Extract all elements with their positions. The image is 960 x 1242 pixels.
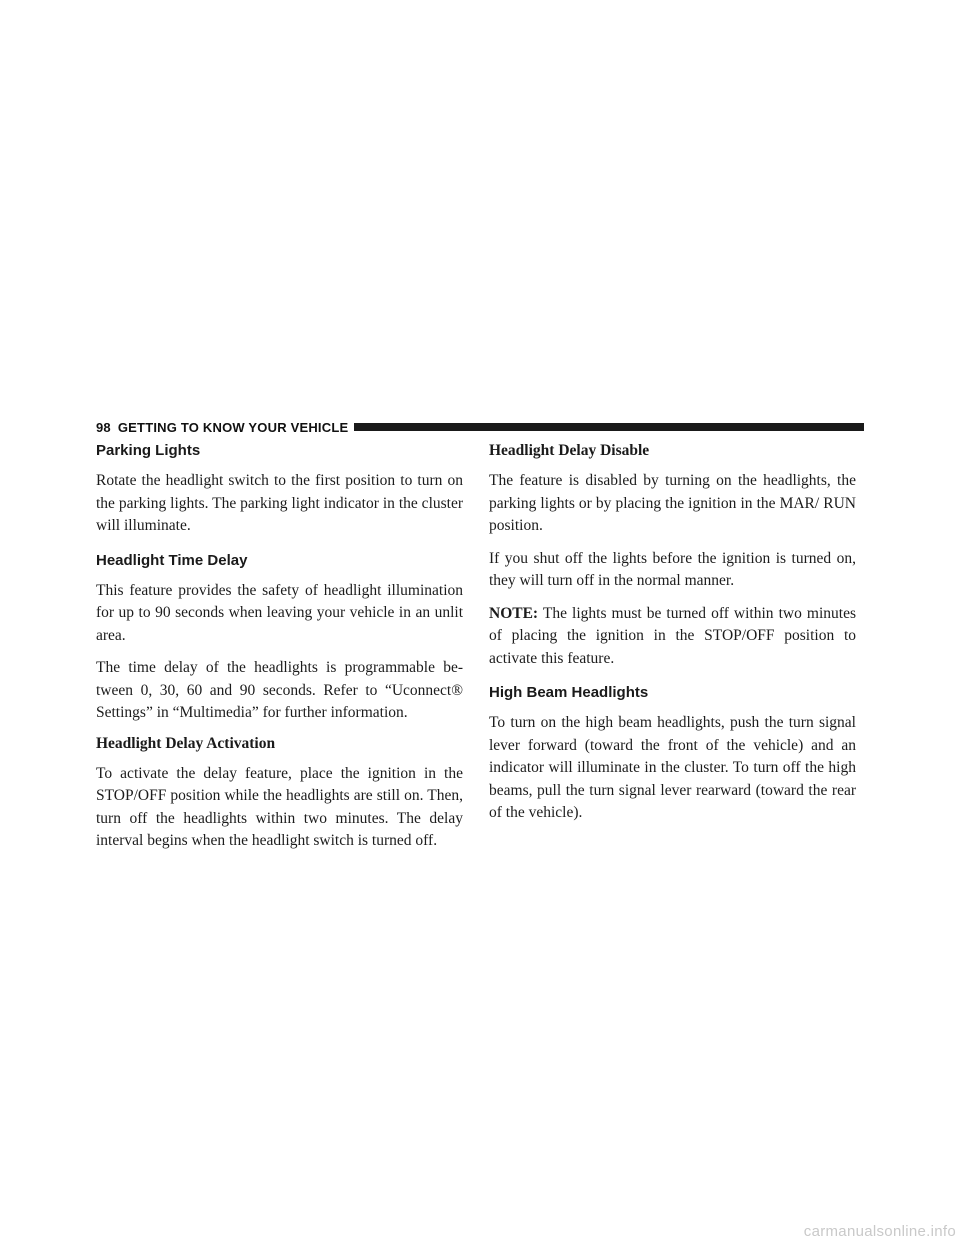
page-header bbox=[96, 420, 864, 434]
heading-headlight-time-delay: Headlight Time Delay bbox=[96, 551, 248, 569]
delay-disable-paragraph-2: If you shut off the lights before the ignition is turned on, they will turn off in the normal manner. bbox=[489, 549, 856, 589]
left-column bbox=[96, 442, 463, 863]
time-delay-paragraph-1: This feature provides the safety of headlight illumination for up to 90 seconds when leaving your vehicle in an unlit area. bbox=[96, 581, 463, 644]
note-label: NOTE: bbox=[489, 604, 539, 622]
delay-disable-paragraph-1: The feature is disabled by turning on the headlights, the parking lights or by placing the ignition in the MAR/ RUN position. bbox=[489, 472, 856, 534]
section-title: GETTING TO KNOW YOUR VEHICLE bbox=[117, 419, 349, 435]
note-text: The lights must be turned off within two minutes of placing the ignition in the STOP/OFF position to activate this feature. bbox=[489, 604, 856, 667]
note-paragraph bbox=[489, 603, 856, 671]
right-column bbox=[489, 442, 856, 835]
time-delay-paragraph-2: The time delay of the headlights is programmable be-tween 0, 30, 60 and 90 seconds. Refer to “Uconnect® Settings” in “Multimedia” for further information. bbox=[96, 659, 463, 721]
parking-lights-text: Rotate the headlight switch to the first position to turn on the parking lights. The parking light indicator in the cluster will illuminate. bbox=[96, 472, 463, 534]
delay-activation-text: To activate the delay feature, place the ignition in the STOP/OFF position while the headlights are still on. Then, turn off the headlights within two minutes. The delay interval begins when the headlight switch is turned off. bbox=[96, 764, 463, 849]
watermark: carmanualsonline.info bbox=[803, 1223, 956, 1240]
heading-delay-disable: Headlight Delay Disable bbox=[489, 442, 650, 459]
heading-high-beam: High Beam Headlights bbox=[489, 684, 649, 701]
heading-parking-lights: Parking Lights bbox=[96, 442, 201, 459]
heading-delay-activation: Headlight Delay Activation bbox=[96, 734, 276, 752]
high-beam-text: To turn on the high beam headlights, push the turn signal lever forward (toward the front of the vehicle) and an indicator will illuminate in the cluster. To turn off the high beams, pull the turn signal lever rearward (toward the rear of the vehicle). bbox=[489, 714, 856, 821]
header-rule bbox=[354, 423, 864, 431]
page-number: 98 bbox=[96, 419, 111, 435]
